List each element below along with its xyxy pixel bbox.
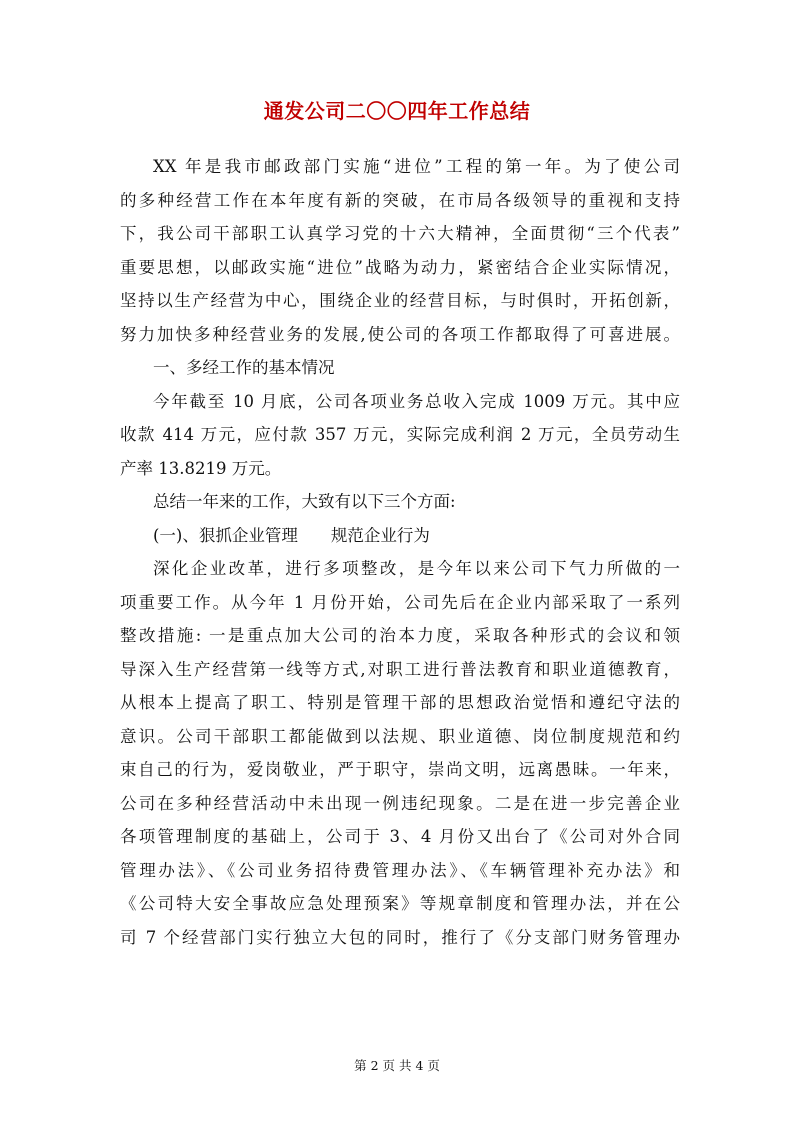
paragraph-line: 从根本上提高了职工、特别是管理干部的思想政治觉悟和遵纪守法的: [120, 693, 680, 712]
paragraph-line: 《公司特大安全事故应急处理预案》等规章制度和管理办法，并在公: [120, 894, 680, 913]
document-body: [120, 150, 680, 954]
paragraph-line: 收款 414 万元，应付款 357 万元，实际完成利润 2 万元，全员劳动生: [120, 425, 680, 444]
paragraph-line: 项重要工作。从今年 1 月份开始，公司先后在企业内部采取了一系列: [120, 592, 680, 612]
paragraph-line: XX 年是我市邮政部门实施“进位”工程的第一年。为了使公司: [153, 157, 680, 176]
paragraph-line: 导深入生产经营第一线等方式,对职工进行普法教育和职业道德教育，: [120, 659, 680, 679]
paragraph-line: 今年截至 10 月底，公司各项业务总收入完成 1009 万元。其中应: [153, 391, 680, 411]
paragraph-line: 管理办法》、《公司业务招待费管理办法》、《车辆管理补充办法》和: [120, 860, 680, 880]
paragraph-line: 重要思想，以邮政实施“进位”战略为动力，紧密结合企业实际情况，: [120, 257, 680, 277]
paragraph-line: 总结一年来的工作，大致有以下三个方面:: [153, 492, 456, 511]
paragraph-line: 意识。公司干部职工都能做到以法规、职业道德、岗位制度规范和约: [120, 726, 680, 746]
paragraph-line: 坚持以生产经营为中心，围绕企业的经营目标，与时俱时，开拓创新，: [120, 291, 680, 310]
paragraph-line: 深化企业改革，进行多项整改，是今年以来公司下气力所做的一: [153, 559, 680, 578]
subsection-heading: (一)、狠抓企业管理 规范企业行为: [153, 525, 430, 545]
paragraph-line: 产率 13.8219 万元。: [120, 458, 282, 478]
page-footer: 第 2 页 共 4 页: [354, 1058, 440, 1073]
paragraph-line: 的多种经营工作在本年度有新的突破，在市局各级领导的重视和支持: [120, 190, 680, 210]
paragraph-line: 公司在多种经营活动中未出现一例违纪现象。二是在进一步完善企业: [120, 793, 680, 813]
paragraph-line: 整改措施: 一是重点加大公司的治本力度，采取各种形式的会议和领: [120, 626, 680, 645]
paragraph-line: 下，我公司干部职工认真学习党的十六大精神，全面贯彻“三个代表”: [120, 224, 680, 243]
section-heading: 一、多经工作的基本情况: [153, 358, 335, 377]
paragraph-line: 努力加快多种经营业务的发展,使公司的各项工作都取得了可喜进展。: [120, 324, 680, 344]
paragraph-line: 各项管理制度的基础上，公司于 3、4 月份又出台了《公司对外合同: [120, 827, 680, 846]
document-title: 通发公司二〇〇四年工作总结: [263, 99, 531, 123]
paragraph-line: 束自己的行为，爱岗敬业，严于职守，崇尚文明，远离愚昧。一年来，: [120, 760, 680, 779]
paragraph-line: 司 7 个经营部门实行独立大包的同时，推行了《分支部门财务管理办: [120, 927, 680, 947]
